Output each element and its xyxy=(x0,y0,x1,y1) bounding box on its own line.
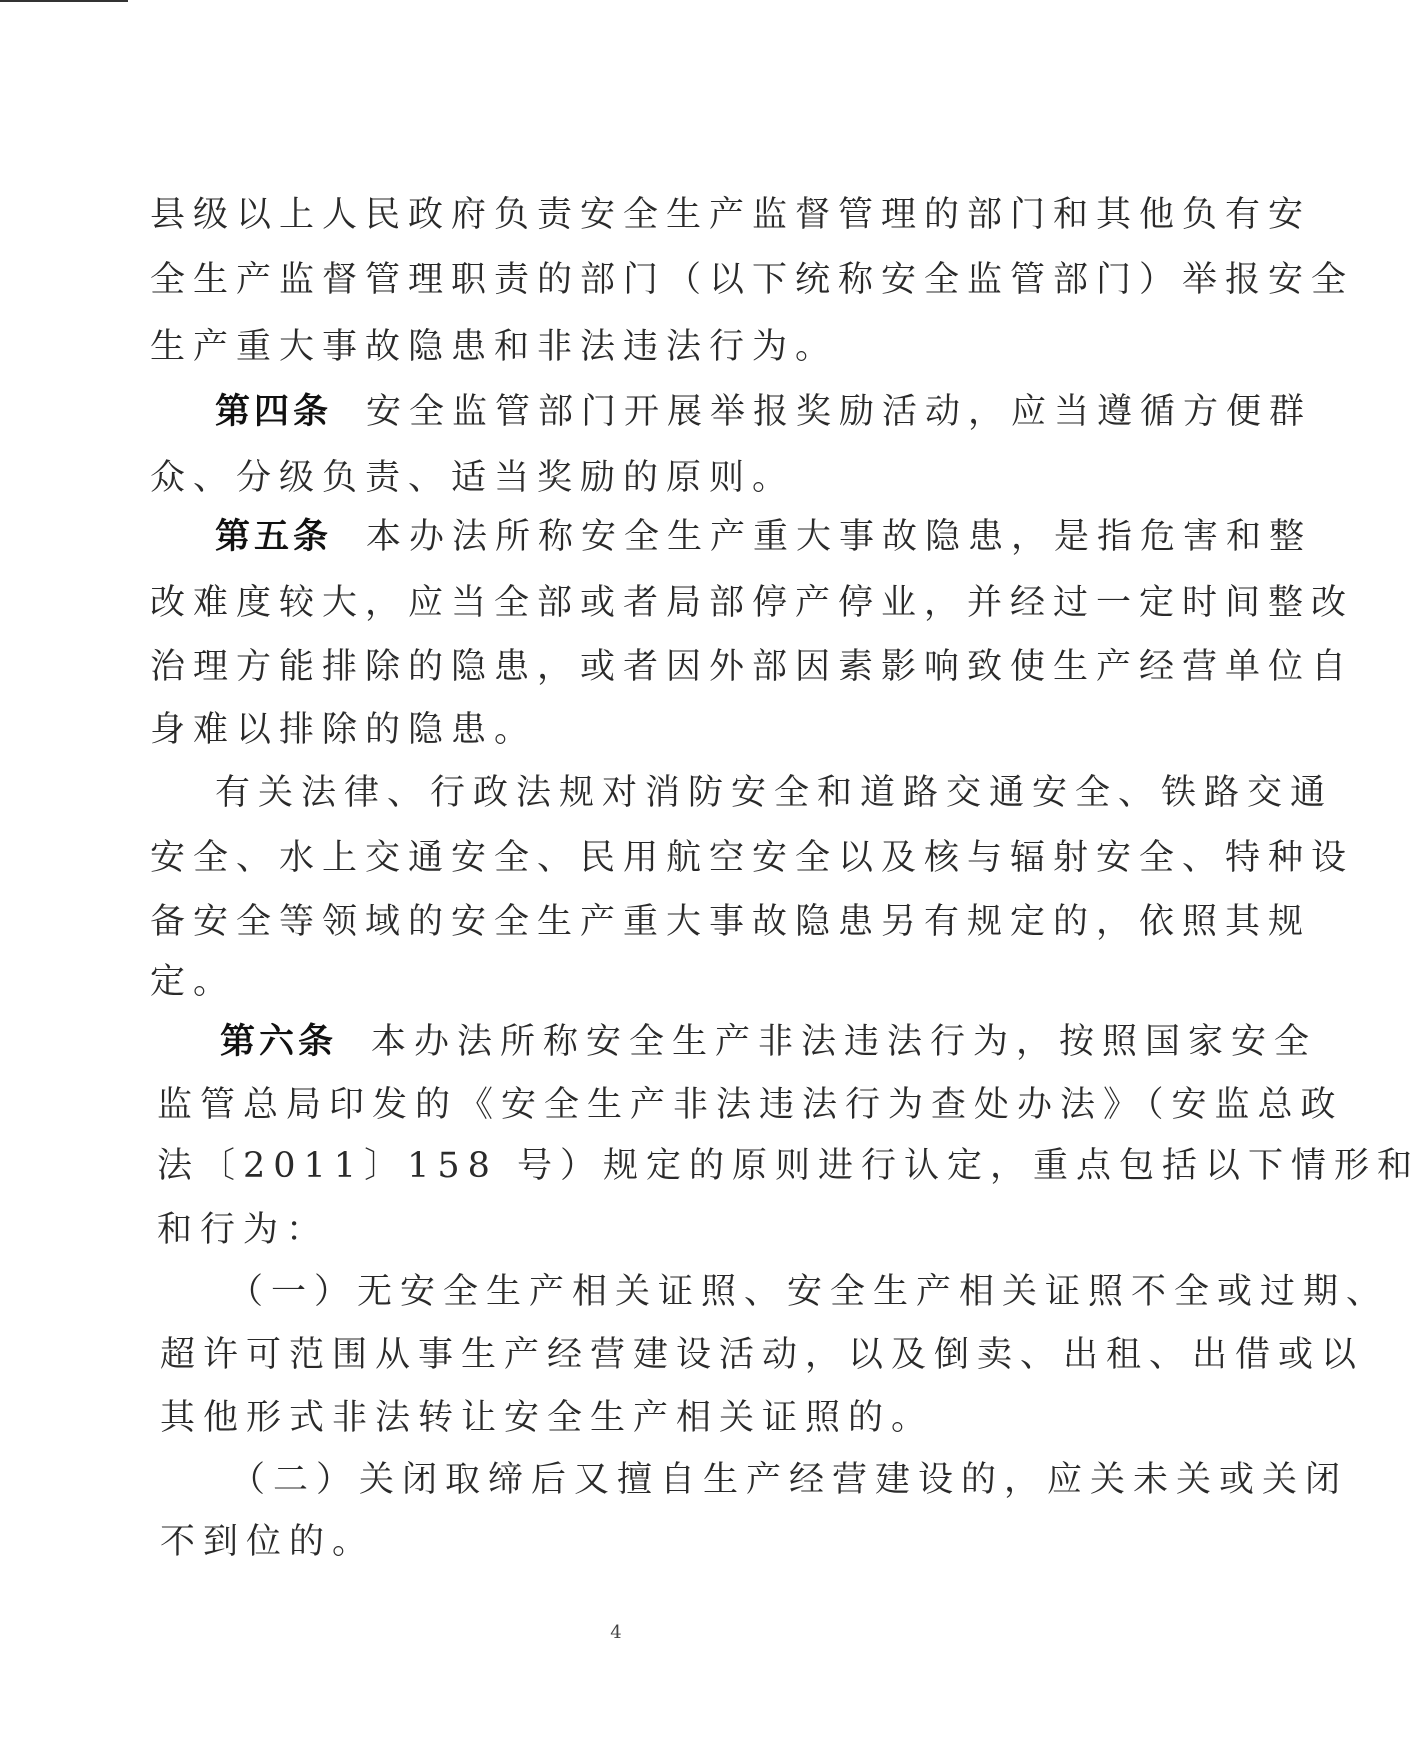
article-5-paragraph xyxy=(215,517,1312,557)
text-line: 县级以上人民政府负责安全生产监督管理的部门和其他负有安 xyxy=(150,195,1312,235)
text-line: 治理方能排除的隐患，或者因外部因素影响致使生产经营单位自 xyxy=(150,647,1355,687)
text-line: 改难度较大，应当全部或者局部停产停业，并经过一定时间整改 xyxy=(150,583,1355,623)
text-line: 全生产监督管理职责的部门（以下统称安全监管部门）举报安全 xyxy=(150,260,1355,300)
text-line: （一）无安全生产相关证照、安全生产相关证照不全或过期、 xyxy=(228,1272,1390,1312)
article-6-paragraph xyxy=(220,1022,1317,1062)
text-line: 备安全等领域的安全生产重大事故隐患另有规定的，依照其规 xyxy=(150,902,1312,942)
article-4-heading: 第四条 xyxy=(215,391,333,432)
text-line: 生产重大事故隐患和非法违法行为。 xyxy=(150,327,839,367)
text-line: （二）关闭取缔后又擅自生产经营建设的，应关未关或关闭 xyxy=(230,1460,1349,1500)
text-line: 本办法所称安全生产重大事故隐患，是指危害和整 xyxy=(366,517,1313,557)
text-line: 身难以排除的隐患。 xyxy=(150,710,538,750)
page-number: 4 xyxy=(610,1622,622,1643)
text-line: 超许可范围从事生产经营建设活动，以及倒卖、出租、出借或以 xyxy=(160,1335,1365,1375)
text-line: 监管总局印发的《安全生产非法违法行为查处办法》（安监总政 xyxy=(157,1085,1344,1125)
article-6-heading: 第六条 xyxy=(220,1021,338,1062)
text-line: 安全、水上交通安全、民用航空安全以及核与辐射安全、特种设 xyxy=(150,838,1355,878)
text-line: 和行为： xyxy=(157,1210,330,1250)
text-line: 不到位的。 xyxy=(160,1522,376,1562)
text-line: 本办法所称安全生产非法违法行为，按照国家安全 xyxy=(371,1022,1318,1062)
article-5-heading: 第五条 xyxy=(215,516,333,557)
text-line: 定。 xyxy=(150,962,237,1002)
text-line: 法〔2011〕158 号）规定的原则进行认定，重点包括以下情形和 xyxy=(157,1146,1420,1186)
text-line: 众、分级负责、适当奖励的原则。 xyxy=(150,458,796,498)
text-line: 有关法律、行政法规对消防安全和道路交通安全、铁路交通 xyxy=(215,773,1334,813)
text-line: 安全监管部门开展举报奖励活动，应当遵循方便群 xyxy=(366,392,1313,432)
article-4-paragraph xyxy=(215,392,1312,432)
text-line: 其他形式非法转让安全生产相关证照的。 xyxy=(160,1398,935,1438)
